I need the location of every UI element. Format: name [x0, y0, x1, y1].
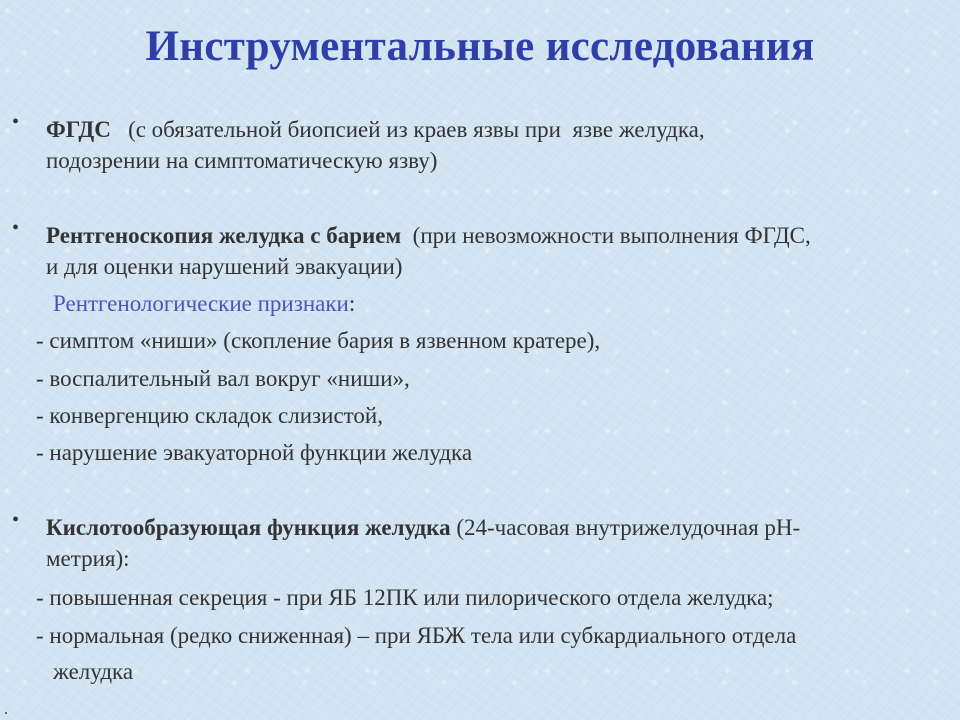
bullet-2-text: (при невозможности выполнения ФГДС, [401, 223, 811, 248]
bullet-3-line-1 [46, 513, 800, 543]
bullet-3-heading: Кислотообразующая функция желудка [46, 515, 451, 540]
list-item: - симптом «ниши» (скопление бария в язвенном кратере), [36, 328, 601, 353]
list-item: - конвергенцию складок слизистой, [36, 403, 383, 428]
bullet-3-text: (24-часовая внутрижелудочная рН- [450, 515, 801, 540]
bullet-3-line-2: метрия): [46, 546, 130, 571]
list-item: - нарушение эвакуаторной функции желудка [36, 440, 473, 465]
bullet-1-line-1 [46, 115, 705, 145]
bullet-marker: • [12, 509, 20, 531]
bullet-marker: • [12, 217, 20, 239]
xray-signs-label: Рентгенологические признаки [53, 291, 349, 316]
list-item: - нормальная (редко сниженная) – при ЯБЖ тела или субкардиального отдела [36, 623, 797, 648]
bullet-1-text: (с обязательной биопсией из краев язвы при язве желудка, [110, 117, 705, 142]
bullet-2-line-1 [46, 221, 811, 251]
bullet-2-heading: Рентгеноскопия желудка с барием [46, 223, 402, 248]
bullet-1-line-2: подозрении на симптоматическую язву) [46, 148, 438, 173]
bullet-1-heading: ФГДС [46, 117, 111, 142]
list-item: - воспалительный вал вокруг «ниши», [36, 366, 410, 391]
bullet-2-line-2: и для оценки нарушений эвакуации) [46, 254, 403, 279]
bullet-marker: • [12, 111, 20, 133]
xray-signs-heading [53, 289, 355, 319]
list-item: желудка [53, 659, 134, 684]
list-item: - повышенная секреция - при ЯБ 12ПК или пилорического отдела желудка; [36, 585, 774, 610]
slide-title: Инструментальные исследования [145, 23, 815, 70]
trailing-dot: . [4, 701, 8, 718]
xray-signs-colon: : [348, 291, 356, 316]
